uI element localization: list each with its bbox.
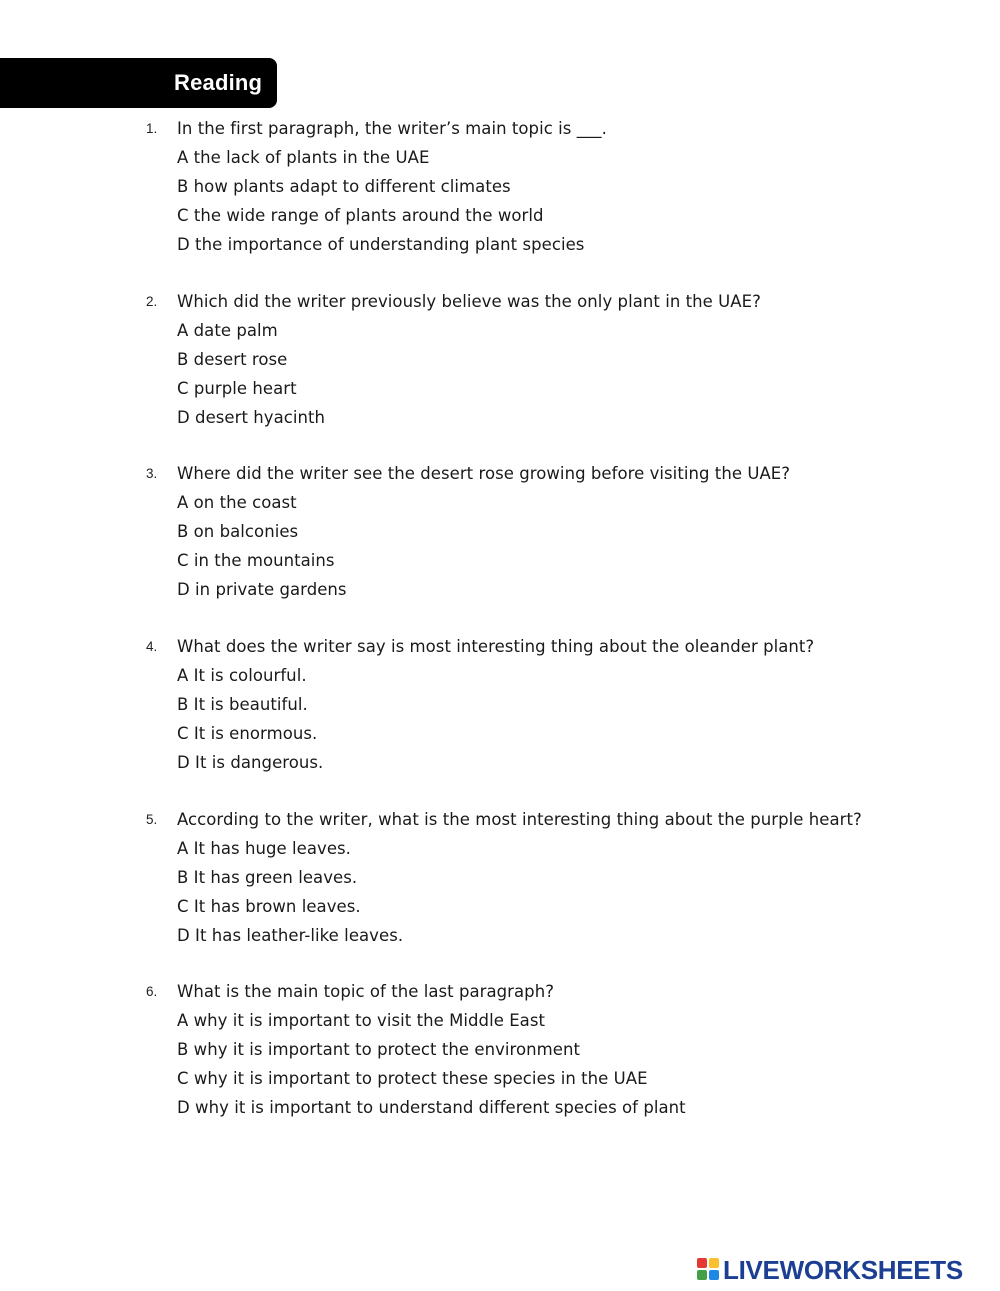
question-text: Where did the writer see the desert rose growing before visiting the UAE?	[177, 464, 791, 483]
liveworksheets-logo[interactable]	[697, 1255, 997, 1285]
question-number: 3.	[146, 466, 158, 481]
answer-option[interactable]: D why it is important to understand different species of plant	[177, 1098, 686, 1117]
answer-option[interactable]: C in the mountains	[177, 551, 335, 570]
question-number: 2.	[146, 294, 158, 309]
answer-option[interactable]: C the wide range of plants around the world	[177, 206, 544, 225]
section-title: Reading	[174, 70, 263, 95]
answer-option[interactable]: A on the coast	[177, 493, 297, 512]
question-text: According to the writer, what is the most interesting thing about the purple heart?	[177, 810, 862, 829]
logo-text: LIVEWORKSHEETS	[723, 1255, 963, 1285]
answer-option[interactable]: A why it is important to visit the Middle East	[177, 1011, 546, 1030]
answer-option[interactable]: D in private gardens	[177, 580, 347, 599]
answer-option[interactable]: A the lack of plants in the UAE	[177, 148, 430, 167]
question-number: 4.	[146, 639, 158, 654]
answer-option[interactable]: C It is enormous.	[177, 724, 318, 743]
answer-option[interactable]: D the importance of understanding plant species	[177, 235, 585, 254]
answer-option[interactable]: B why it is important to protect the environment	[177, 1040, 581, 1059]
section-header-banner	[0, 58, 277, 108]
answer-option[interactable]: B how plants adapt to different climates	[177, 177, 511, 196]
answer-option[interactable]: A date palm	[177, 321, 278, 340]
question-text: Which did the writer previously believe was the only plant in the UAE?	[177, 292, 761, 311]
question-number: 1.	[146, 121, 158, 136]
answer-option[interactable]: B It has green leaves.	[177, 868, 358, 887]
answer-option[interactable]: C It has brown leaves.	[177, 897, 361, 916]
answer-option[interactable]: B on balconies	[177, 522, 299, 541]
answer-option[interactable]: C purple heart	[177, 379, 297, 398]
question-text: What is the main topic of the last paragraph?	[177, 982, 555, 1001]
question-text: What does the writer say is most interesting thing about the oleander plant?	[177, 637, 815, 656]
liveworksheets-logo-icon	[697, 1258, 721, 1282]
answer-option[interactable]: A It is colourful.	[177, 666, 307, 685]
answer-option[interactable]: B desert rose	[177, 350, 288, 369]
question-number: 5.	[146, 812, 158, 827]
answer-option[interactable]: D desert hyacinth	[177, 408, 326, 427]
answer-option[interactable]: A It has huge leaves.	[177, 839, 351, 858]
answer-option[interactable]: B It is beautiful.	[177, 695, 308, 714]
answer-option[interactable]: C why it is important to protect these species in the UAE	[177, 1069, 648, 1088]
question-text: In the first paragraph, the writer’s main topic is ___.	[177, 119, 607, 138]
question-number: 6.	[146, 984, 158, 999]
answer-option[interactable]: D It is dangerous.	[177, 753, 324, 772]
answer-option[interactable]: D It has leather-like leaves.	[177, 926, 404, 945]
